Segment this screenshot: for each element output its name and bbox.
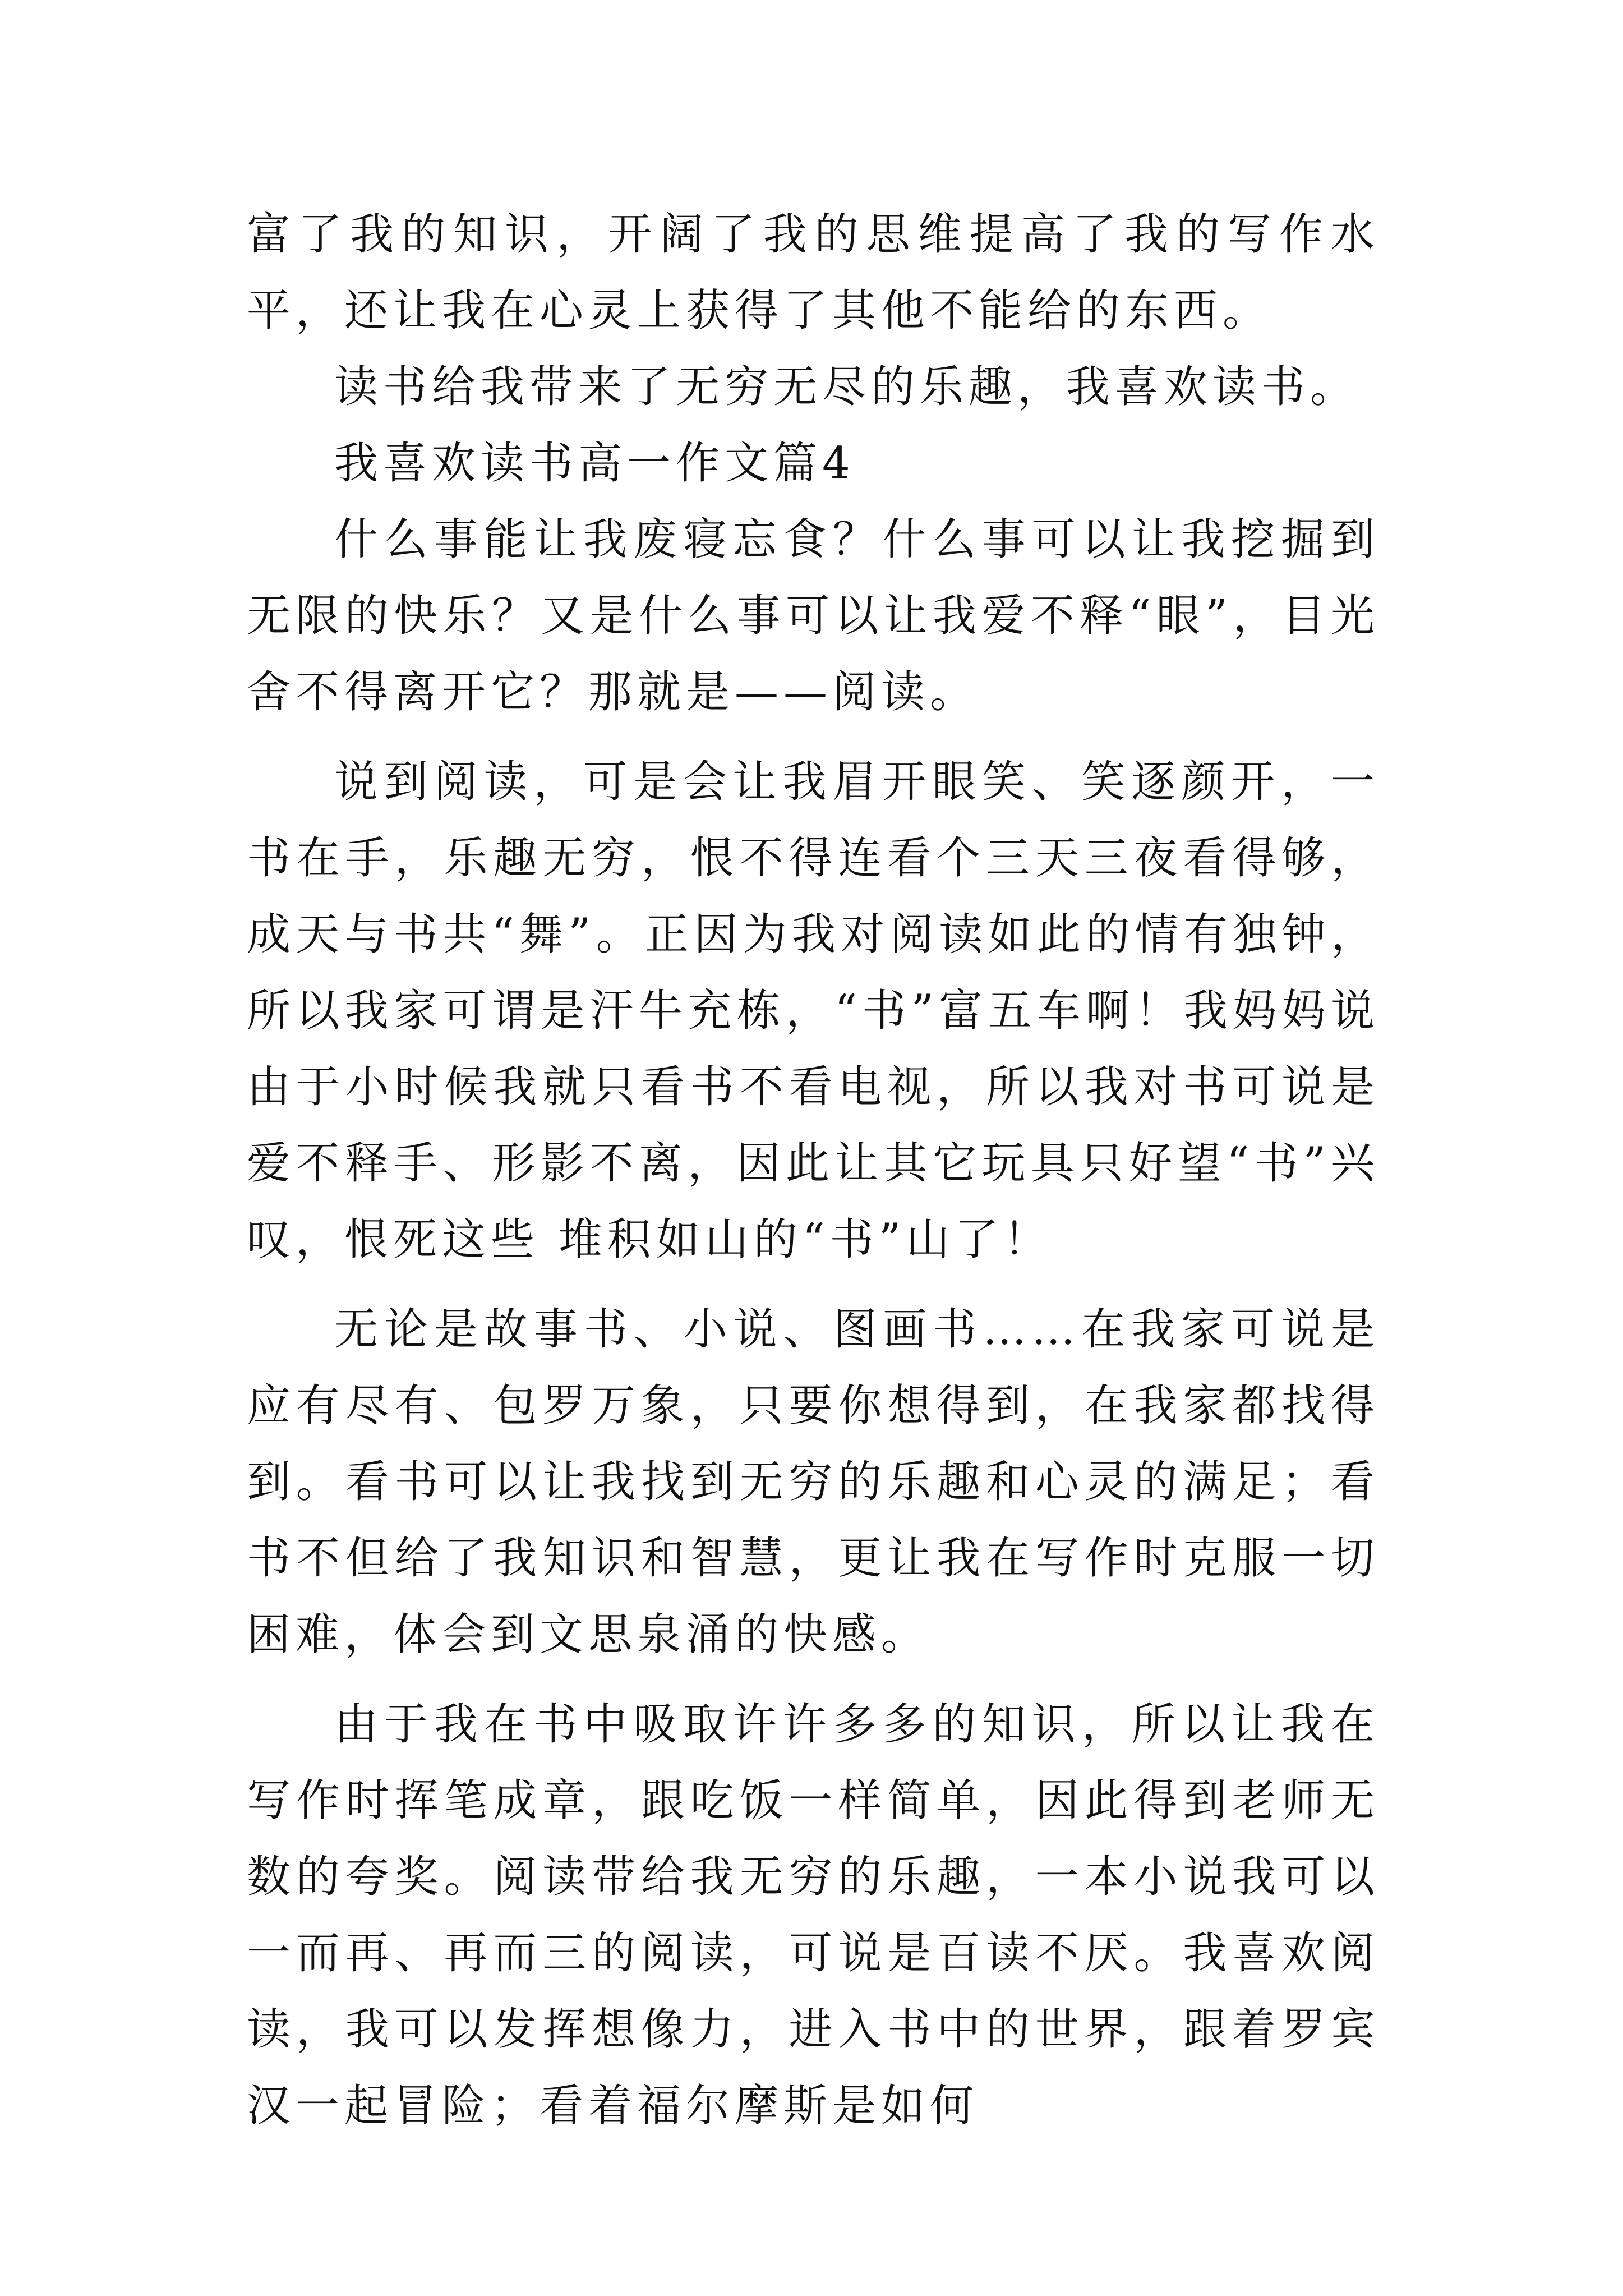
paragraph-conclusion: 读书给我带来了无穷无尽的乐趣，我喜欢读书。 [334, 362, 1359, 412]
document-page [247, 196, 1380, 2144]
paragraph-continuation: 富了我的知识，开阔了我的思维提高了我的写作水平，还让我在心灵上获得了其他不能给的东西。 [247, 209, 1380, 336]
paragraph-body-1: 说到阅读，可是会让我眉开眼笑、笑逐颜开，一书在手，乐趣无穷，恨不得连看个三天三夜看得够，成天与书共“舞”。正因为我对阅读如此的情有独钟，所以我家可谓是汗牛充栋，“书”富五车啊！我妈妈说由于小时候我就只看书不看电视，所以我对书可说是爱不释手、形影不离，因此让其它玩具只好望“书”兴叹，恨死这些 堆积如山的“书”山了！ [247, 757, 1380, 1265]
paragraph-body-2: 无论是故事书、小说、图画书……在我家可说是应有尽有、包罗万象，只要你想得到，在我家都找得到。看书可以让我找到无穷的乐趣和心灵的满足；看书不但给了我知识和智慧，更让我在写作时克服一切困难，体会到文思泉涌的快感。 [247, 1304, 1380, 1660]
essay-heading: 我喜欢读书高一作文篇4 [334, 438, 855, 489]
paragraph-body-3: 由于我在书中吸取许许多多的知识，所以让我在写作时挥笔成章，跟吃饭一样简单，因此得到老师无数的夸奖。阅读带给我无穷的乐趣，一本小说我可以一而再、再而三的阅读，可说是百读不厌。我喜欢阅读，我可以发挥想像力，进入书中的世界，跟着罗宾汉一起冒险；看着福尔摩斯是如何 [247, 1699, 1380, 2131]
paragraph-intro: 什么事能让我废寝忘食？什么事可以让我挖掘到无限的快乐？又是什么事可以让我爱不释“眼”，目光舍不得离开它？那就是——阅读。 [247, 514, 1380, 717]
